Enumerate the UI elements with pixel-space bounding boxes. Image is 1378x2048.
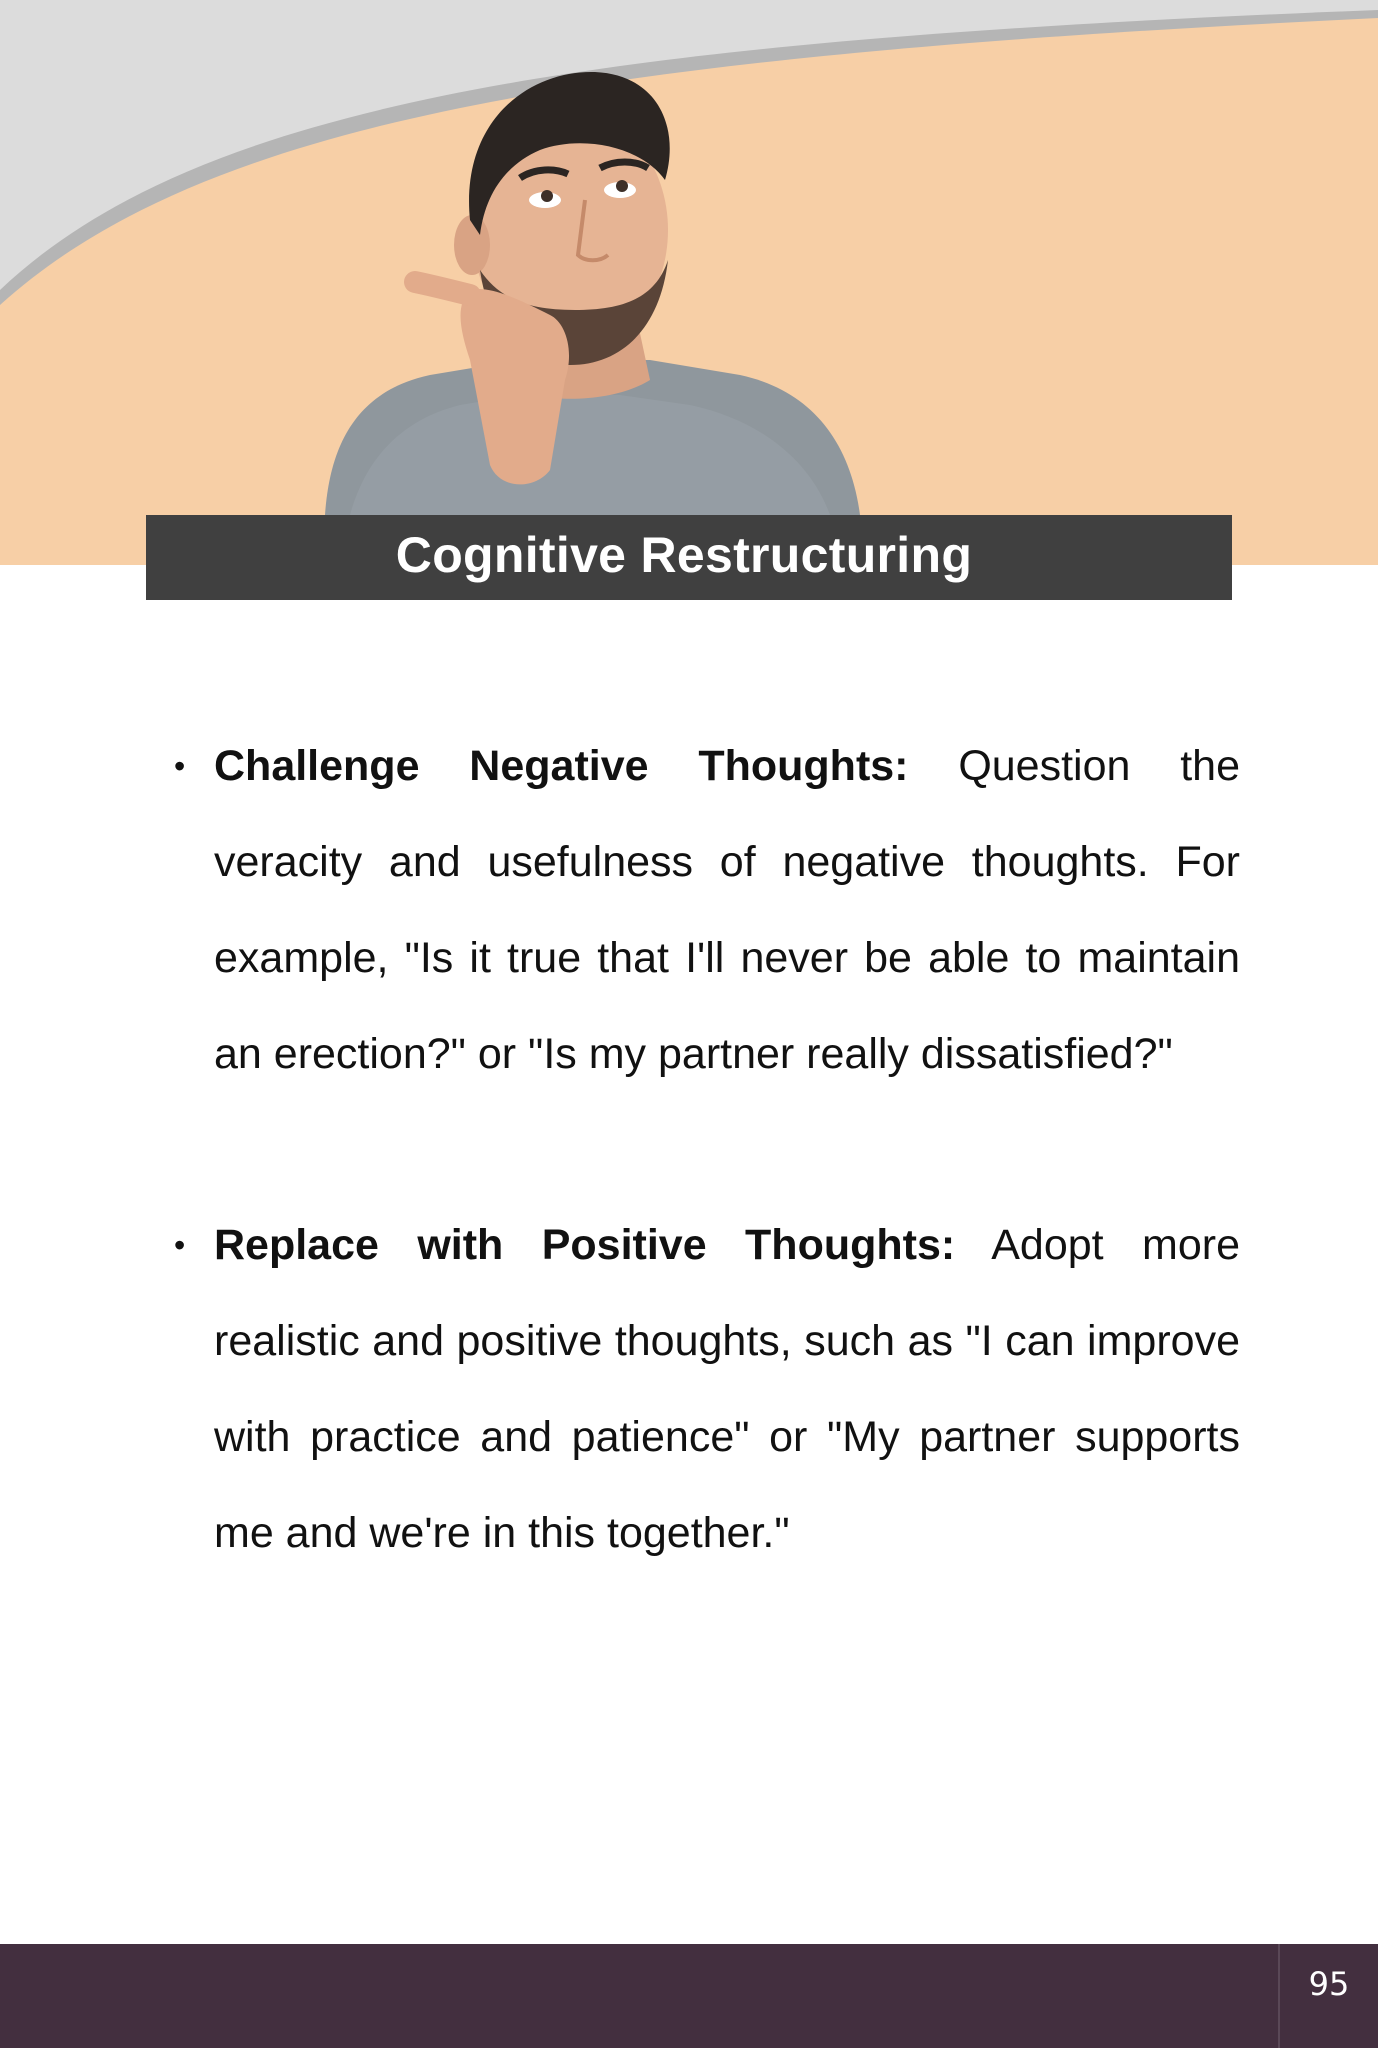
bullet-text: Adopt more realistic and positive thoughts, such as "I can improve with practice and patience" or "My partner supports me and we're in this together."	[214, 1221, 1241, 1557]
man-thinking-photo	[320, 60, 870, 515]
bullet-heading: Challenge Negative Thoughts:	[214, 742, 909, 790]
page-number: 95	[1308, 1965, 1350, 2003]
content-area	[174, 718, 1240, 1676]
bullet-item	[174, 1197, 1240, 1581]
page-title: Cognitive Restructuring	[395, 526, 973, 583]
bullet-heading: Replace with Positive Thoughts:	[214, 1221, 956, 1269]
bullet-item	[174, 718, 1240, 1102]
bullet-dot-icon: •	[174, 748, 186, 784]
bullet-dot-icon: •	[174, 1227, 186, 1263]
footer-bar	[0, 1944, 1378, 2048]
bullet-text: Question the veracity and usefulness of negative thoughts. For example, "Is it true that I'll never be able to maintain an erection?" or "Is my partner really dissatisfied?"	[214, 742, 1240, 1078]
title-bar	[146, 515, 1232, 600]
